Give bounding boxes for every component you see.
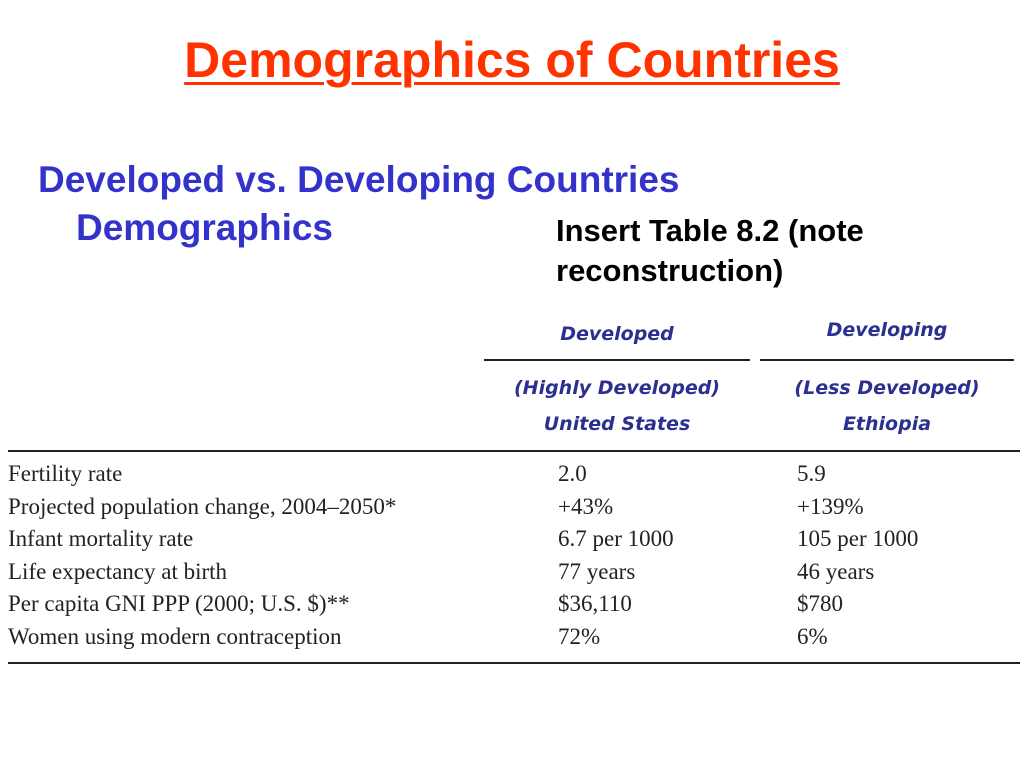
table-note [556, 211, 864, 291]
table-row [8, 491, 1018, 524]
data-table [8, 458, 1018, 653]
developing-value: $780 [797, 591, 843, 616]
row-label: Life expectancy at birth [8, 558, 228, 584]
note-line-1: Insert Table 8.2 (note [556, 213, 864, 248]
row-label: Women using modern contraception [8, 623, 342, 649]
developed-value: $36,110 [558, 591, 632, 616]
table-bottom-rule [8, 662, 1020, 664]
developed-value: 77 years [558, 558, 636, 584]
developed-value: 2.0 [558, 461, 587, 486]
row-label: Per capita GNI PPP (2000; U.S. $)** [8, 591, 350, 616]
developed-header-rule [484, 359, 750, 361]
table-top-rule [8, 450, 1020, 452]
table-row [8, 523, 1018, 556]
table-row [8, 588, 1018, 621]
column-level-label: Developed [560, 323, 674, 345]
developed-value: +43% [558, 493, 614, 519]
table-row [8, 458, 1018, 491]
row-label: Infant mortality rate [8, 526, 194, 551]
column-country: Ethiopia [842, 413, 932, 435]
developed-value: 72% [558, 623, 601, 649]
note-line-2: reconstruction) [556, 253, 784, 288]
subtitle-line-1: Developed vs. Developing Countries [38, 159, 680, 200]
subtitle-line-2: Demographics [76, 207, 334, 248]
slide-title: Demographics of Countries [184, 32, 840, 88]
row-label: Fertility rate [8, 461, 123, 486]
column-country: United States [543, 413, 691, 435]
row-label: Projected population change, 2004–2050* [8, 493, 397, 519]
developing-value: 5.9 [797, 461, 826, 486]
developing-header-rule [760, 359, 1014, 361]
table-row [8, 621, 1018, 654]
table-row [8, 556, 1018, 589]
developing-value: 105 per 1000 [797, 526, 919, 551]
developing-value: 6% [797, 623, 828, 649]
column-level-label: Developing [826, 319, 948, 341]
column-header-developed [484, 318, 750, 438]
developed-value: 6.7 per 1000 [558, 526, 674, 551]
column-subtitle: (Highly Developed) [513, 377, 720, 399]
developing-value: 46 years [797, 558, 875, 584]
developing-value: +139% [797, 493, 864, 519]
column-subtitle: (Less Developed) [794, 377, 980, 399]
column-header-developing [760, 318, 1014, 438]
